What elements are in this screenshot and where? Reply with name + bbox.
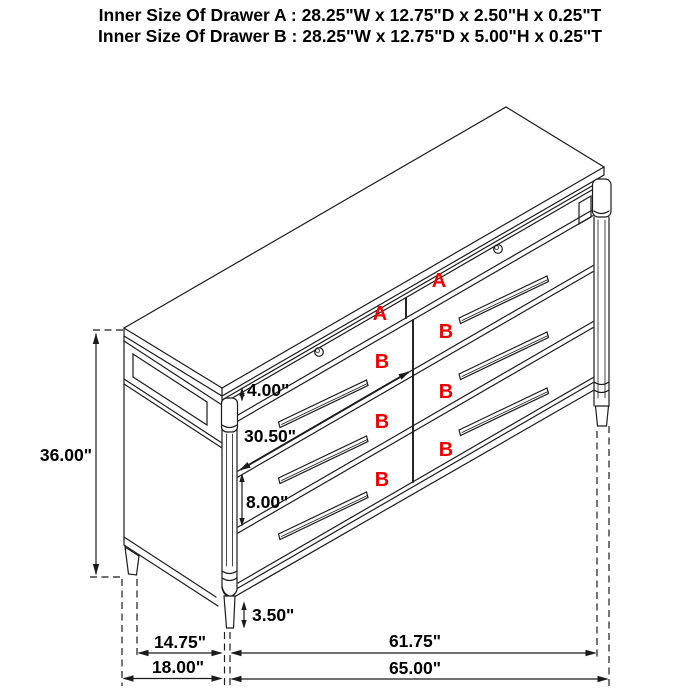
dim-total-height-label: 36.00" — [39, 445, 92, 465]
dim-leg-height-label: 3.50" — [252, 605, 295, 625]
dim-drawer-b-height-label: 8.00" — [246, 492, 289, 512]
dim-total-depth-label: 18.00" — [151, 657, 205, 677]
dim-leg-height — [241, 602, 294, 629]
drawer-label-b-right-top: B — [438, 321, 454, 343]
back-left-leg — [125, 547, 139, 575]
drawer-label-b-left-middle: B — [374, 411, 390, 433]
dim-total-depth — [123, 657, 223, 682]
front-right-corner-post — [593, 179, 612, 406]
inner-size-drawer-a-line: Inner Size Of Drawer A : 28.25"W x 12.75"D x 2.50"H x 0.25"T — [98, 5, 602, 25]
dim-total-width — [231, 658, 609, 682]
dim-drawer-a-height-label: 4.00" — [247, 380, 290, 400]
dim-depth-between-legs — [138, 632, 223, 656]
dim-total-width-label: 65.00" — [388, 658, 442, 678]
dim-total-height — [40, 333, 99, 575]
inner-size-header — [0, 5, 700, 47]
drawer-label-b-left-bottom: B — [374, 469, 390, 491]
front-right-leg — [596, 406, 609, 426]
front-left-leg — [224, 596, 235, 628]
drawer-label-b-right-bottom: B — [438, 439, 454, 461]
drawer-label-b-right-middle: B — [438, 381, 454, 403]
dim-drawer-a-height — [239, 380, 289, 402]
dim-drawer-opening-width-label: 30.50" — [244, 426, 297, 446]
drawer-label-a-left: A — [372, 303, 388, 325]
inner-size-drawer-b-line: Inner Size Of Drawer B : 28.25"W x 12.75"D x 5.00"H x 0.25"T — [98, 26, 602, 46]
drawer-label-b-left-top: B — [374, 351, 390, 373]
drawer-label-a-right: A — [431, 270, 447, 292]
dim-width-between-legs-label: 61.75" — [388, 631, 442, 651]
dim-width-between-legs — [231, 631, 597, 656]
front-left-corner-post — [222, 396, 238, 597]
dim-depth-between-legs-label: 14.75" — [153, 632, 207, 652]
